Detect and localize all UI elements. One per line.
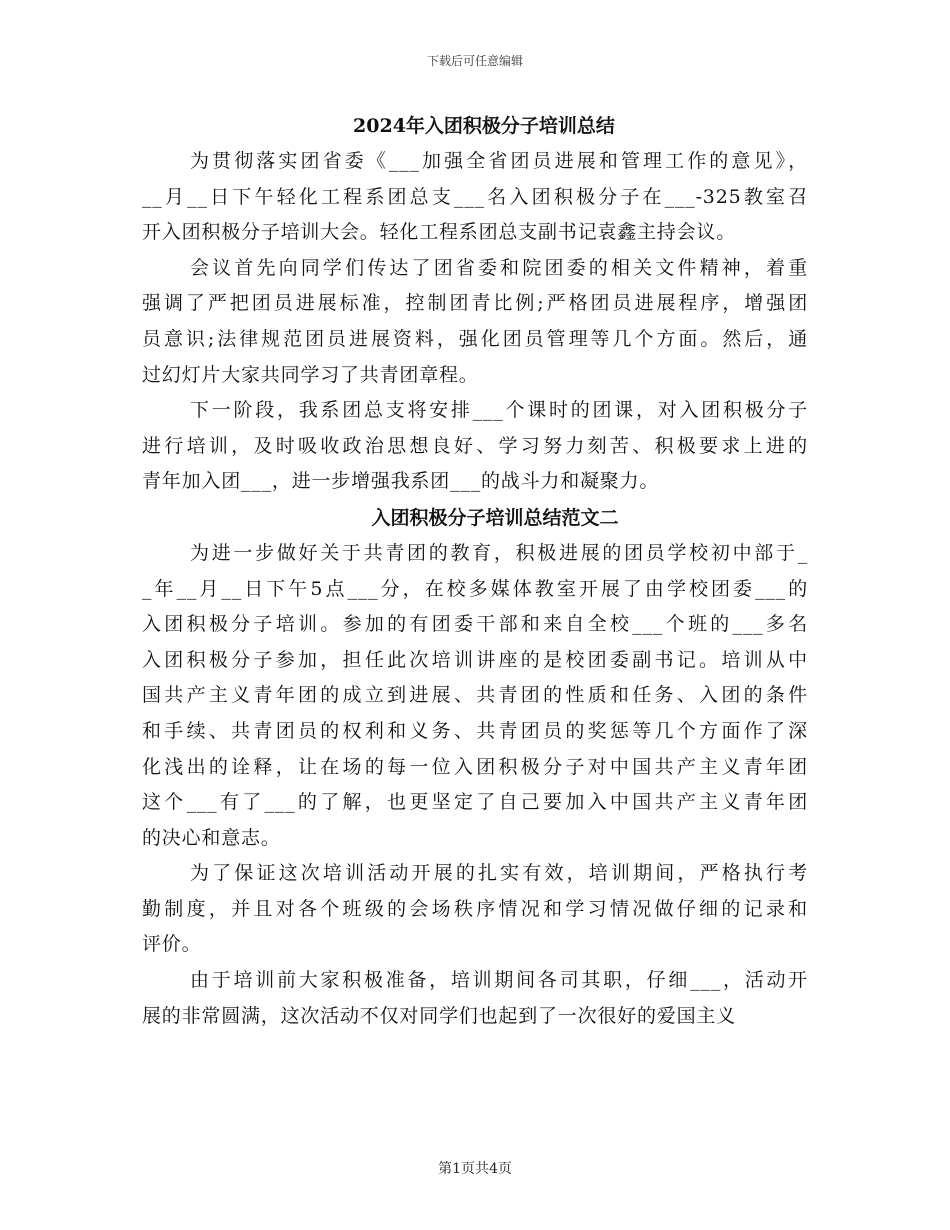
paragraph-line: 由于培训前大家积极准备，培训期间各司其职，仔细___，活动开 <box>190 969 808 992</box>
paragraph-line: 进行培训，及时吸收政治思想良好、学习努力刻苦、积极要求上进的 <box>142 434 808 457</box>
paragraph-line: 青年加入团___，进一步增强我系团___的战斗力和凝聚力。 <box>142 470 660 493</box>
section-two-paragraph <box>142 963 808 1034</box>
section-two-paragraph <box>142 536 808 856</box>
paragraph-line: 下一阶段，我系团总支将安排___个课时的团课，对入团积极分子 <box>190 399 808 422</box>
paragraph-line: 勤制度，并且对各个班级的会场秩序情况和学习情况做仔细的记录和 <box>142 897 808 920</box>
section-one-paragraph <box>142 393 808 500</box>
paragraph-line: 为贯彻落实团省委《___加强全省团员进展和管理工作的意见》， <box>190 150 808 172</box>
paragraph-line: 国共产主义青年团的成立到进展、共青团的性质和任务、入团的条件 <box>142 684 808 707</box>
page-header-note: 下载后可任意编辑 <box>426 54 523 68</box>
paragraph-line: 强调了严把团员进展标准，控制团青比例;严格团员进展程序，增强团 <box>142 292 808 315</box>
paragraph-line: 展的非常圆满，这次活动不仅对同学们也起到了一次很好的爱国主义 <box>142 1004 737 1027</box>
paragraph-line: 和手续、共青团员的权利和义务、共青团员的奖惩等几个方面作了深 <box>142 719 808 742</box>
paragraph-line: _年__月__日下午5点___分，在校多媒体教室开展了由学校团委___的 <box>142 577 808 600</box>
paragraph-line: __月__日下午轻化工程系团总支___名入团积极分子在___-325教室召 <box>142 185 808 208</box>
section-one <box>142 144 808 500</box>
paragraph-line: 这个___有了___的了解，也更坚定了自己要加入中国共产主义青年团 <box>142 791 808 814</box>
paragraph-line: 会议首先向同学们传达了团省委和院团委的相关文件精神，着重 <box>190 256 808 279</box>
page-number: 第1页共4页 <box>438 1161 512 1177</box>
section-two <box>142 536 808 1034</box>
paragraph-line: 过幻灯片大家共同学习了共青团章程。 <box>142 363 479 386</box>
section-two-paragraph <box>142 856 808 963</box>
paragraph-line: 化浅出的诠释，让在场的每一位入团积极分子对中国共产主义青年团 <box>142 755 808 778</box>
paragraph-line: 员意识;法律规范团员进展资料，强化团员管理等几个方面。然后，通 <box>142 327 808 350</box>
paragraph-line: 为进一步做好关于共青团的教育，积极进展的团员学校初中部于_ <box>190 541 808 564</box>
paragraph-line: 的决心和意志。 <box>142 826 281 849</box>
paragraph-line: 评价。 <box>142 933 202 956</box>
paragraph-line: 开入团积极分子培训大会。轻化工程系团总支副书记袁鑫主持会议。 <box>142 221 737 244</box>
document-title: 2024年入团积极分子培训总结 <box>353 115 615 137</box>
section-two-title: 入团积极分子培训总结范文二 <box>371 506 619 529</box>
document-body <box>142 108 808 1034</box>
paragraph-line: 为了保证这次培训活动开展的扎实有效，培训期间，严格执行考 <box>190 862 808 885</box>
paragraph-line: 入团积极分子培训。参加的有团委干部和来自全校___个班的___多名 <box>142 613 808 636</box>
paragraph-line: 入团积极分子参加，担任此次培训讲座的是校团委副书记。培训从中 <box>142 648 808 671</box>
section-one-paragraph <box>142 144 808 251</box>
section-one-paragraph <box>142 251 808 393</box>
